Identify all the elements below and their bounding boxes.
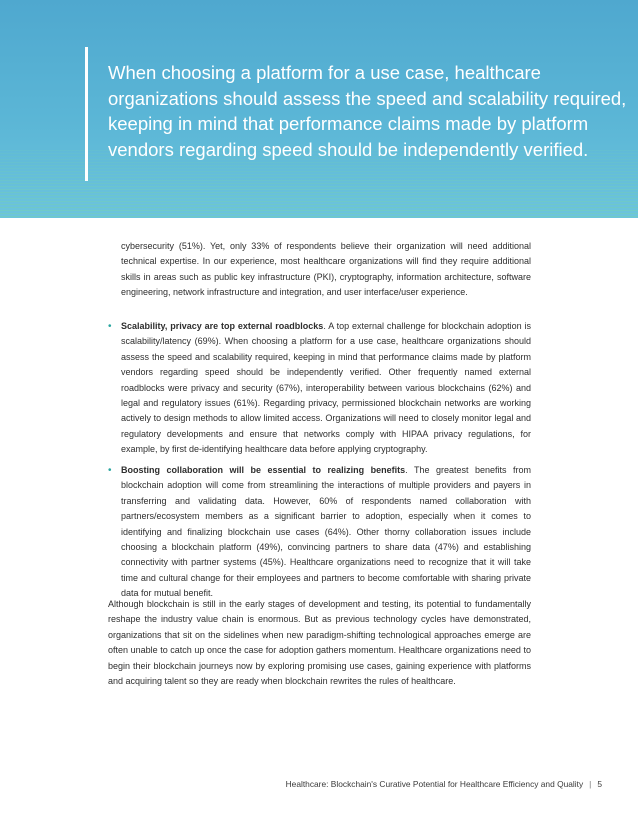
- bullet-lead: Boosting collaboration will be essential to realizing benefits: [121, 465, 406, 475]
- pull-quote: When choosing a platform for a use case, healthcare organizations should assess the speed and scalability required, keeping in mind that performance claims made by platform vendors regarding speed should be independently verified.: [108, 62, 627, 160]
- banner-stripe: [0, 168, 638, 169]
- bullet-collaboration: [121, 463, 531, 602]
- pull-quote-bar: [85, 47, 88, 181]
- banner-stripe: [0, 180, 638, 181]
- banner-stripe: [0, 162, 638, 163]
- banner-stripe: [0, 183, 638, 184]
- banner-stripe: [0, 216, 638, 217]
- banner-stripe: [0, 165, 638, 166]
- banner-stripe: [0, 207, 638, 208]
- footer-title: Healthcare: Blockchain's Curative Potential for Healthcare Efficiency and Quality: [285, 779, 584, 789]
- banner-stripe: [0, 189, 638, 190]
- intro-continuation: cybersecurity (51%). Yet, only 33% of respondents believe their organization will need additional technical expertise. In our experience, most healthcare organizations will find they require additional skills in areas such as public key infrastructure (PKI), cryptography, information architecture, software engineering, network infrastructure and integration, and user interface/user experience.: [121, 241, 531, 298]
- bullet-marker: •: [108, 465, 112, 476]
- page-footer: [286, 779, 602, 789]
- banner-stripe: [0, 177, 638, 178]
- banner-stripe: [0, 201, 638, 202]
- footer-separator: |: [589, 779, 592, 789]
- closing-paragraph: Although blockchain is still in the early stages of development and testing, its potential to fundamentally reshape the industry value chain is enormous. But as previous technology cycles have demonstrated, organizations that sit on the sidelines when new paradigm-shifting technological approaches emerge are often unable to catch up once the case for adoption gathers momentum. Healthcare organizations need to begin their blockchain journeys now by exploring promising use cases, gaining experience with platforms and acquiring talent so they are ready when blockchain rewrites the rules of healthcare.: [108, 599, 531, 687]
- banner-stripe: [0, 174, 638, 175]
- banner-stripe: [0, 204, 638, 205]
- banner-stripe: [0, 213, 638, 214]
- page-number: 5: [597, 779, 602, 789]
- bullet-scalability: [121, 319, 531, 458]
- banner-stripe: [0, 210, 638, 211]
- banner-stripe: [0, 198, 638, 199]
- banner-stripe: [0, 192, 638, 193]
- header-banner: [0, 0, 638, 218]
- banner-stripe: [0, 195, 638, 196]
- bullet-marker: •: [108, 321, 112, 332]
- bullet-text: . A top external challenge for blockchain adoption is scalability/latency (69%). When choosing a platform for a use case, healthcare organizations should assess the speed and scalability required, keeping in mind that performance claims made by platform vendors regarding speed should be independently verified. Other frequently named external roadblocks were privacy and security (67%), interoperability between various blockchains (62%) and legal and regulatory issues (61%). Regarding privacy, permissioned blockchain networks are working actively to design methods to allow limited access. Organizations will need to closely monitor legal and regulatory developments and ensure that networks comply with HIPAA privacy regulations, for example, by first de-identifying healthcare data before applying cryptography.: [121, 321, 532, 455]
- bullet-lead: Scalability, privacy are top external roadblocks: [121, 321, 324, 331]
- banner-stripe: [0, 186, 638, 187]
- banner-stripe: [0, 171, 638, 172]
- bullet-text: . The greatest benefits from blockchain adoption will come from streamlining the interactions of multiple providers and payers in transferring and validating data. However, 60% of respondents named collaboration with partners/ecosystem members as a significant barrier to adoption, especially when it comes to identifying and finalizing blockchain use cases (64%). Other thorny collaboration issues include choosing a blockchain platform (49%), convincing partners to share data (47%) and establishing connectivity with partner systems (45%). Healthcare organizations need to recognize that it will take time and cultural change for their employees and partners to become comfortable with sharing private data for mutual benefit.: [121, 465, 532, 599]
